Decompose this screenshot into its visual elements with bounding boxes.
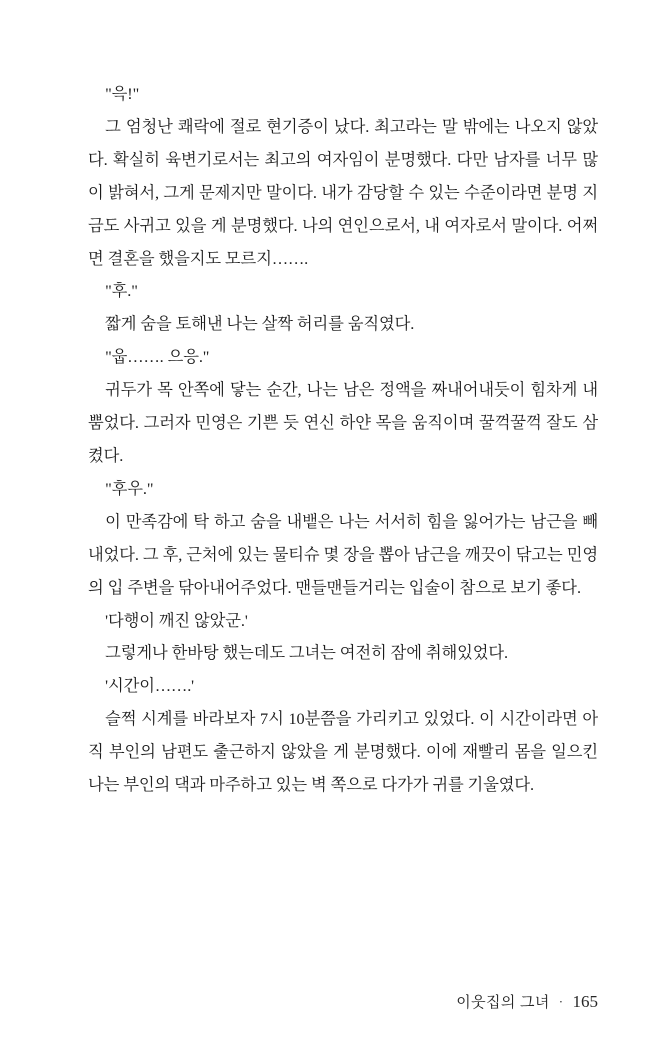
paragraph: "웁……. 으응." bbox=[105, 347, 210, 367]
paragraph: 이 만족감에 탁 하고 숨을 내뱉은 나는 서서히 힘을 잃어가는 남근을 빼내었다. 그 후, 근처에 있는 물티슈 몇 장을 뽑아 남근을 깨끗이 닦고는 민영의 입 주변을 닦아내어주었다. 맨들맨들거리는 입술이 참으로 보기 좋다. bbox=[88, 511, 598, 597]
page-footer bbox=[456, 991, 598, 1012]
page-number: 165 bbox=[572, 992, 598, 1011]
paragraph: "윽!" bbox=[105, 84, 140, 103]
paragraph: '시간이…….' bbox=[105, 676, 194, 696]
paragraph: 슬쩍 시계를 바라보자 7시 10분쯤을 가리키고 있었다. 이 시간이라면 아직 부인의 남편도 출근하지 않았을 게 분명했다. 이에 재빨리 몸을 일으킨 나는 부인의 댁과 마주하고 있는 벽 쪽으로 다가가 귀를 기울였다. bbox=[88, 709, 598, 795]
paragraph: '다행이 깨진 않았군.' bbox=[105, 610, 248, 630]
paragraph: 그렇게나 한바탕 했는데도 그녀는 여전히 잠에 취해있었다. bbox=[105, 643, 508, 663]
paragraph: "후." bbox=[105, 281, 138, 301]
page-body bbox=[88, 78, 598, 802]
paragraph: "후우." bbox=[105, 478, 154, 498]
footer-separator: · bbox=[558, 994, 564, 1009]
paragraph: 귀두가 목 안쪽에 닿는 순간, 나는 남은 정액을 짜내어내듯이 힘차게 내뿜었다. 그러자 민영은 기쁜 듯 연신 하얀 목을 움직이며 꿀꺽꿀꺽 잘도 삼켰다. bbox=[88, 380, 598, 465]
running-title: 이웃집의 그녀 bbox=[456, 995, 550, 1011]
paragraph: 짧게 숨을 토해낸 나는 살짝 허리를 움직였다. bbox=[105, 314, 415, 334]
paragraph: 그 엄청난 쾌락에 절로 현기증이 났다. 최고라는 말 밖에는 나오지 않았다. 확실히 육변기로서는 최고의 여자임이 분명했다. 다만 남자를 너무 많이 밝혀서, 그게 문제지만 말이다. 내가 감당할 수 있는 수준이라면 분명 지금도 사귀고 있을 게 분명했다. 나의 연인으로서, 내 여자로서 말이다. 어쩌면 결혼을 했을지도 모르지……. bbox=[88, 116, 598, 268]
